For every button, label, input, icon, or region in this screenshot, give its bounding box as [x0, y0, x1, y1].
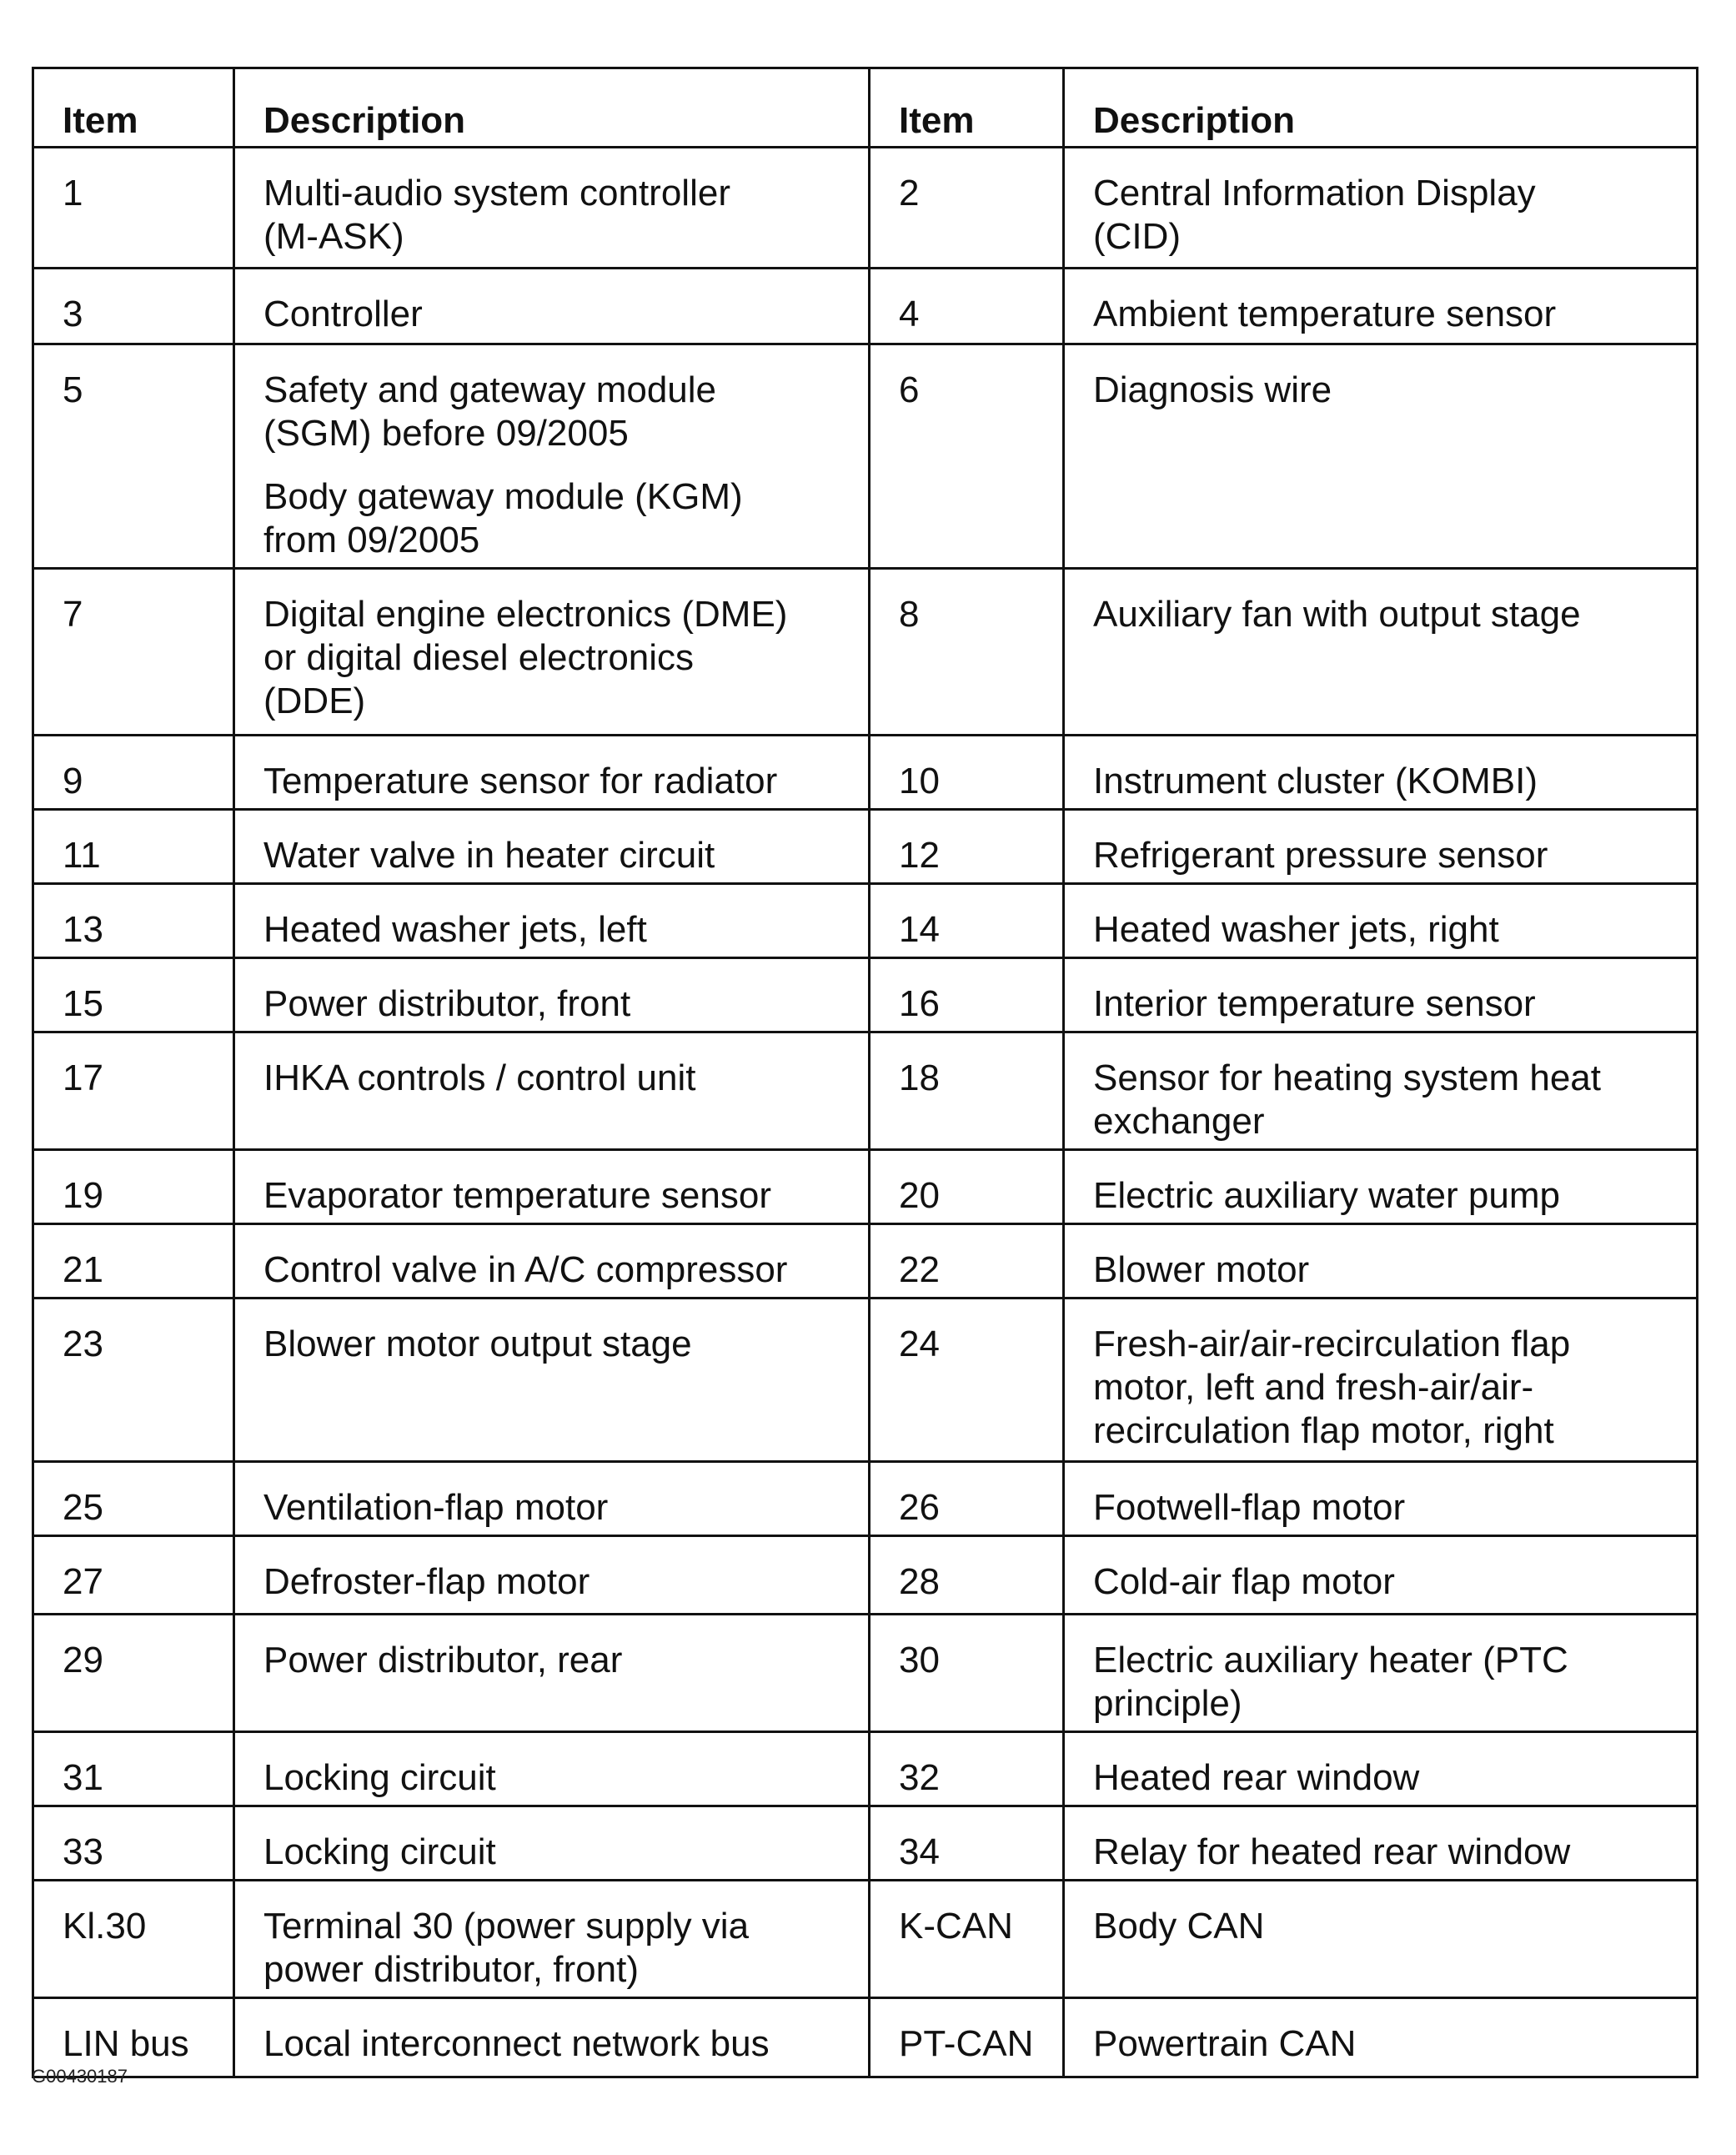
description-line: Diagnosis wire [1093, 369, 1332, 410]
left-item-cell: 3 [33, 269, 234, 344]
right-description-cell [1064, 958, 1698, 1032]
left-description-cell [234, 884, 870, 958]
right-item-cell: 28 [870, 1536, 1064, 1615]
description-line: (SGM) before 09/2005 [263, 413, 629, 454]
left-description-cell [234, 1536, 870, 1615]
description-line: Body gateway module (KGM) [263, 476, 743, 517]
description-line: (CID) [1093, 216, 1182, 257]
table-row [33, 958, 1698, 1032]
table-row [33, 1224, 1698, 1299]
left-item-cell: LIN bus [33, 1998, 234, 2077]
table-row [33, 1150, 1698, 1224]
left-description-cell [234, 269, 870, 344]
description-line: Multi-audio system controller [263, 173, 730, 213]
description-line: Terminal 30 (power supply via [263, 1906, 750, 1947]
description-line: Power distributor, rear [263, 1640, 623, 1680]
legend-body [33, 148, 1698, 2077]
right-item-cell: 20 [870, 1150, 1064, 1224]
left-item-cell: 25 [33, 1462, 234, 1536]
right-item-cell: 30 [870, 1615, 1064, 1732]
right-description-cell [1064, 148, 1698, 269]
description-line: Instrument cluster (KOMBI) [1093, 761, 1538, 801]
right-description-cell [1064, 1806, 1698, 1881]
description-line: Safety and gateway module [263, 369, 717, 410]
left-item-cell: 19 [33, 1150, 234, 1224]
description-line: (DDE) [263, 681, 366, 721]
description-line: Electric auxiliary heater (PTC [1093, 1640, 1568, 1680]
left-description-cell [234, 736, 870, 810]
table-row [33, 810, 1698, 884]
table-row [33, 269, 1698, 344]
left-description-cell [234, 1462, 870, 1536]
description-line: Relay for heated rear window [1093, 1831, 1571, 1872]
right-description-cell [1064, 1615, 1698, 1732]
description-line: (M-ASK) [263, 216, 404, 257]
right-description-cell [1064, 1150, 1698, 1224]
description-line: Locking circuit [263, 1757, 496, 1798]
header-description-left: Description [234, 68, 870, 148]
left-description-cell [234, 1998, 870, 2077]
description-line: Cold-air flap motor [1093, 1561, 1395, 1602]
right-item-cell: PT-CAN [870, 1998, 1064, 2077]
right-description-cell [1064, 736, 1698, 810]
description-line: Body CAN [1093, 1906, 1265, 1947]
description-line: Blower motor output stage [263, 1324, 692, 1364]
description-line: Fresh-air/air-recirculation flap [1093, 1324, 1571, 1364]
right-item-cell: 18 [870, 1032, 1064, 1150]
left-item-cell: 29 [33, 1615, 234, 1732]
left-item-cell: 23 [33, 1299, 234, 1462]
right-item-cell: 10 [870, 736, 1064, 810]
right-description-cell [1064, 269, 1698, 344]
left-item-cell: 15 [33, 958, 234, 1032]
right-description-cell [1064, 1732, 1698, 1806]
left-description-cell [234, 1032, 870, 1150]
description-line: principle) [1093, 1683, 1242, 1724]
description-line: Power distributor, front [263, 983, 631, 1024]
table-row [33, 1998, 1698, 2077]
table-row [33, 1615, 1698, 1732]
description-line: Refrigerant pressure sensor [1093, 835, 1548, 876]
left-description-cell [234, 1615, 870, 1732]
right-item-cell: 22 [870, 1224, 1064, 1299]
table-row [33, 884, 1698, 958]
description-line: Auxiliary fan with output stage [1093, 594, 1581, 635]
figure-id: G00430187 [32, 2066, 128, 2087]
header-item-left: Item [33, 68, 234, 148]
left-item-cell: 33 [33, 1806, 234, 1881]
left-item-cell: 17 [33, 1032, 234, 1150]
table-row [33, 1536, 1698, 1615]
table-row [33, 736, 1698, 810]
header-row [33, 68, 1698, 148]
description-line: Blower motor [1093, 1249, 1310, 1290]
description-line: IHKA controls / control unit [263, 1057, 696, 1098]
table-row [33, 569, 1698, 736]
left-item-cell: 11 [33, 810, 234, 884]
right-item-cell: 32 [870, 1732, 1064, 1806]
left-item-cell: 27 [33, 1536, 234, 1615]
left-description-cell [234, 810, 870, 884]
left-item-cell: 31 [33, 1732, 234, 1806]
left-item-cell: 1 [33, 148, 234, 269]
legend-table [32, 67, 1698, 2078]
left-description-cell [234, 148, 870, 269]
left-item-cell: 9 [33, 736, 234, 810]
description-line: Water valve in heater circuit [263, 835, 715, 876]
header-item-right: Item [870, 68, 1064, 148]
right-item-cell: 16 [870, 958, 1064, 1032]
right-description-cell [1064, 1881, 1698, 1998]
description-line: Locking circuit [263, 1831, 496, 1872]
right-item-cell: 34 [870, 1806, 1064, 1881]
table-row [33, 1032, 1698, 1150]
table-row [33, 1881, 1698, 1998]
right-item-cell: 2 [870, 148, 1064, 269]
table-row [33, 1806, 1698, 1881]
left-description-cell [234, 569, 870, 736]
left-description-cell [234, 1732, 870, 1806]
description-line: Heated washer jets, right [1093, 909, 1499, 950]
right-item-cell: 6 [870, 344, 1064, 569]
right-item-cell: 14 [870, 884, 1064, 958]
right-description-cell [1064, 1299, 1698, 1462]
right-description-cell [1064, 810, 1698, 884]
header-description-right: Description [1064, 68, 1698, 148]
table-row [33, 1299, 1698, 1462]
description-line: Ventilation-flap motor [263, 1487, 609, 1528]
description-line: power distributor, front) [263, 1949, 639, 1990]
right-description-cell [1064, 1536, 1698, 1615]
left-item-cell: 13 [33, 884, 234, 958]
left-item-cell: 7 [33, 569, 234, 736]
left-description-cell [234, 1150, 870, 1224]
description-line: Temperature sensor for radiator [263, 761, 778, 801]
left-description-cell [234, 1881, 870, 1998]
right-item-cell: 8 [870, 569, 1064, 736]
right-item-cell: 24 [870, 1299, 1064, 1462]
description-line: Evaporator temperature sensor [263, 1175, 771, 1216]
description-line: Local interconnect network bus [263, 2023, 770, 2064]
description-line: from 09/2005 [263, 520, 480, 560]
description-line: Defroster-flap motor [263, 1561, 590, 1602]
left-description-cell [234, 1299, 870, 1462]
description-line: recirculation flap motor, right [1093, 1410, 1554, 1451]
right-description-cell [1064, 1224, 1698, 1299]
description-line: or digital diesel electronics [263, 637, 695, 678]
right-description-cell [1064, 1462, 1698, 1536]
right-description-cell [1064, 569, 1698, 736]
description-line: Digital engine electronics (DME) [263, 594, 788, 635]
description-line: Control valve in A/C compressor [263, 1249, 788, 1290]
right-item-cell: 4 [870, 269, 1064, 344]
right-description-cell [1064, 1998, 1698, 2077]
description-line: Sensor for heating system heat [1093, 1057, 1601, 1098]
right-description-cell [1064, 344, 1698, 569]
left-description-cell [234, 344, 870, 569]
description-line: motor, left and fresh-air/air- [1093, 1367, 1534, 1408]
right-item-cell: K-CAN [870, 1881, 1064, 1998]
table-row [33, 1732, 1698, 1806]
right-description-cell [1064, 1032, 1698, 1150]
description-line: Powertrain CAN [1093, 2023, 1357, 2064]
description-line: Controller [263, 294, 423, 334]
description-line: Interior temperature sensor [1093, 983, 1536, 1024]
left-description-cell [234, 1224, 870, 1299]
right-item-cell: 12 [870, 810, 1064, 884]
table-row [33, 344, 1698, 569]
description-line: Heated washer jets, left [263, 909, 647, 950]
right-item-cell: 26 [870, 1462, 1064, 1536]
left-description-cell [234, 1806, 870, 1881]
left-item-cell: Kl.30 [33, 1881, 234, 1998]
description-line: Heated rear window [1093, 1757, 1420, 1798]
description-line: Central Information Display [1093, 173, 1536, 213]
left-item-cell: 5 [33, 344, 234, 569]
description-line: Electric auxiliary water pump [1093, 1175, 1560, 1216]
table-row [33, 1462, 1698, 1536]
right-description-cell [1064, 884, 1698, 958]
description-line: Footwell-flap motor [1093, 1487, 1406, 1528]
description-line: exchanger [1093, 1101, 1265, 1142]
table-row [33, 148, 1698, 269]
left-description-cell [234, 958, 870, 1032]
left-item-cell: 21 [33, 1224, 234, 1299]
description-line: Ambient temperature sensor [1093, 294, 1557, 334]
